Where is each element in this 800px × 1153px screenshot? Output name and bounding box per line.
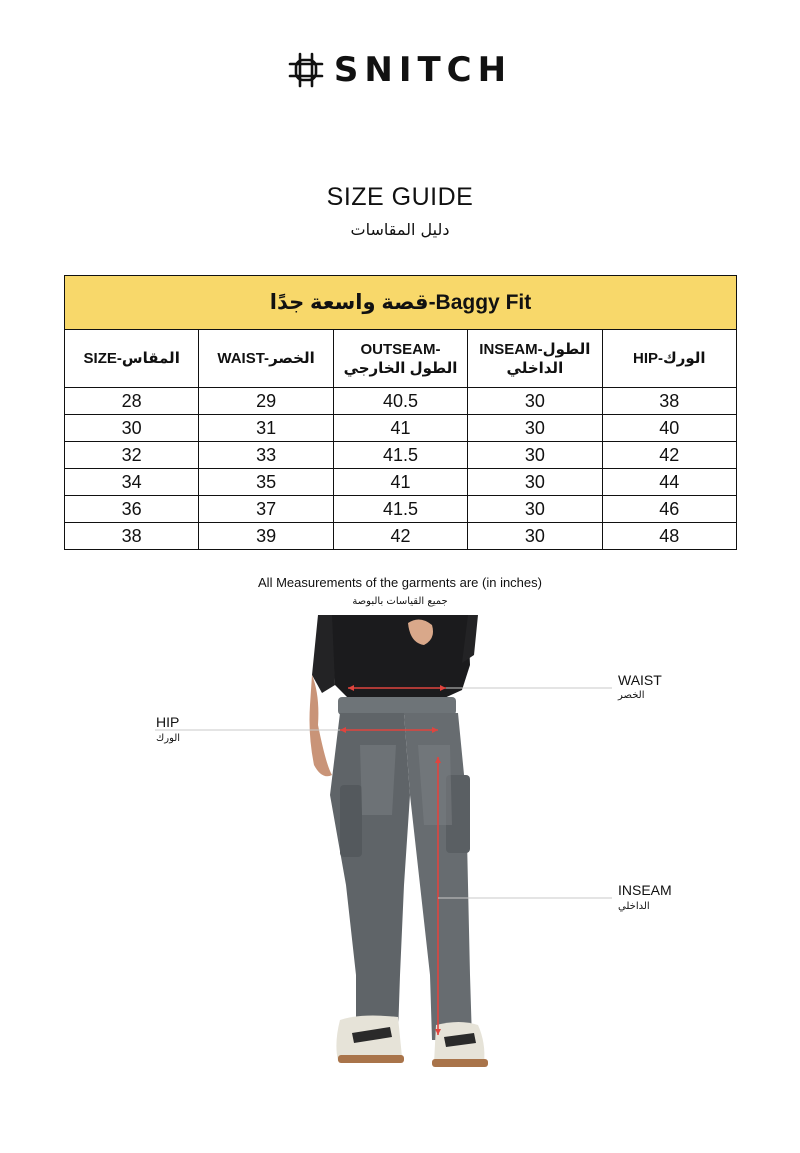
column-header-row — [65, 330, 737, 388]
brand-logo — [0, 50, 800, 90]
column-header-outseam — [333, 330, 467, 388]
table-row — [65, 415, 737, 442]
cell-size: 36 — [65, 496, 199, 523]
column-header-inseam-en: INSEAM-الطول — [479, 340, 591, 358]
fit-header-row — [65, 276, 737, 330]
cell-size: 28 — [65, 388, 199, 415]
inseam-label-ar: الداخلي — [618, 901, 650, 912]
column-header-size-en: SIZE-المقاس — [83, 350, 180, 367]
cell-hip: 42 — [602, 442, 736, 469]
measurement-note: All Measurements of the garments are (in inches) — [258, 575, 542, 590]
cell-inseam: 30 — [468, 496, 602, 523]
column-header-waist-en: WAIST-الخصر — [217, 350, 315, 367]
cell-inseam: 30 — [468, 523, 602, 550]
cell-waist: 37 — [199, 496, 333, 523]
column-header-size — [65, 330, 199, 388]
column-header-outseam-en: OUTSEAM- — [360, 340, 441, 358]
page-title: SIZE GUIDE — [326, 183, 474, 211]
page-subtitle-ar: دليل المقاسات — [350, 220, 450, 239]
column-header-waist — [199, 330, 333, 388]
cell-inseam: 30 — [468, 469, 602, 496]
cell-waist: 31 — [199, 415, 333, 442]
cell-size: 30 — [65, 415, 199, 442]
cell-outseam: 41 — [333, 469, 467, 496]
cell-inseam: 30 — [468, 388, 602, 415]
model-illustration — [0, 615, 800, 1148]
cell-hip: 46 — [602, 496, 736, 523]
cell-waist: 29 — [199, 388, 333, 415]
cell-size: 34 — [65, 469, 199, 496]
cell-hip: 40 — [602, 415, 736, 442]
table-row — [65, 469, 737, 496]
cell-waist: 33 — [199, 442, 333, 469]
cell-hip: 44 — [602, 469, 736, 496]
cell-inseam: 30 — [468, 415, 602, 442]
fit-label: قصة واسعة جدًا-Baggy Fit — [65, 276, 737, 330]
column-header-hip — [602, 330, 736, 388]
column-header-inseam — [468, 330, 602, 388]
table-row — [65, 442, 737, 469]
cell-hip: 48 — [602, 523, 736, 550]
cell-inseam: 30 — [468, 442, 602, 469]
table-row — [65, 388, 737, 415]
brand-name: SNITCH — [333, 50, 513, 90]
cell-outseam: 41.5 — [333, 496, 467, 523]
cell-outseam: 41.5 — [333, 442, 467, 469]
cell-outseam: 42 — [333, 523, 467, 550]
cell-outseam: 40.5 — [333, 388, 467, 415]
cell-waist: 35 — [199, 469, 333, 496]
cell-size: 38 — [65, 523, 199, 550]
cell-size: 32 — [65, 442, 199, 469]
size-table — [64, 275, 737, 550]
hip-label: HIP — [156, 714, 180, 730]
waist-label: WAIST — [618, 672, 662, 688]
column-header-hip-en: HIP-الورك — [633, 350, 706, 367]
measurement-note-ar: جميع القياسات بالبوصة — [352, 596, 448, 607]
hash-knot-logo-icon — [288, 52, 324, 88]
column-header-outseam-ar: الطول الخارجي — [343, 359, 458, 377]
inseam-label: INSEAM — [618, 882, 672, 898]
cell-waist: 39 — [199, 523, 333, 550]
cell-hip: 38 — [602, 388, 736, 415]
model-figure — [0, 615, 800, 1148]
table-row — [65, 523, 737, 550]
cell-outseam: 41 — [333, 415, 467, 442]
waist-label-ar: الخصر — [618, 690, 645, 701]
table-row — [65, 496, 737, 523]
column-header-inseam-ar: الداخلي — [506, 359, 564, 377]
hip-label-ar: الورك — [156, 733, 181, 744]
